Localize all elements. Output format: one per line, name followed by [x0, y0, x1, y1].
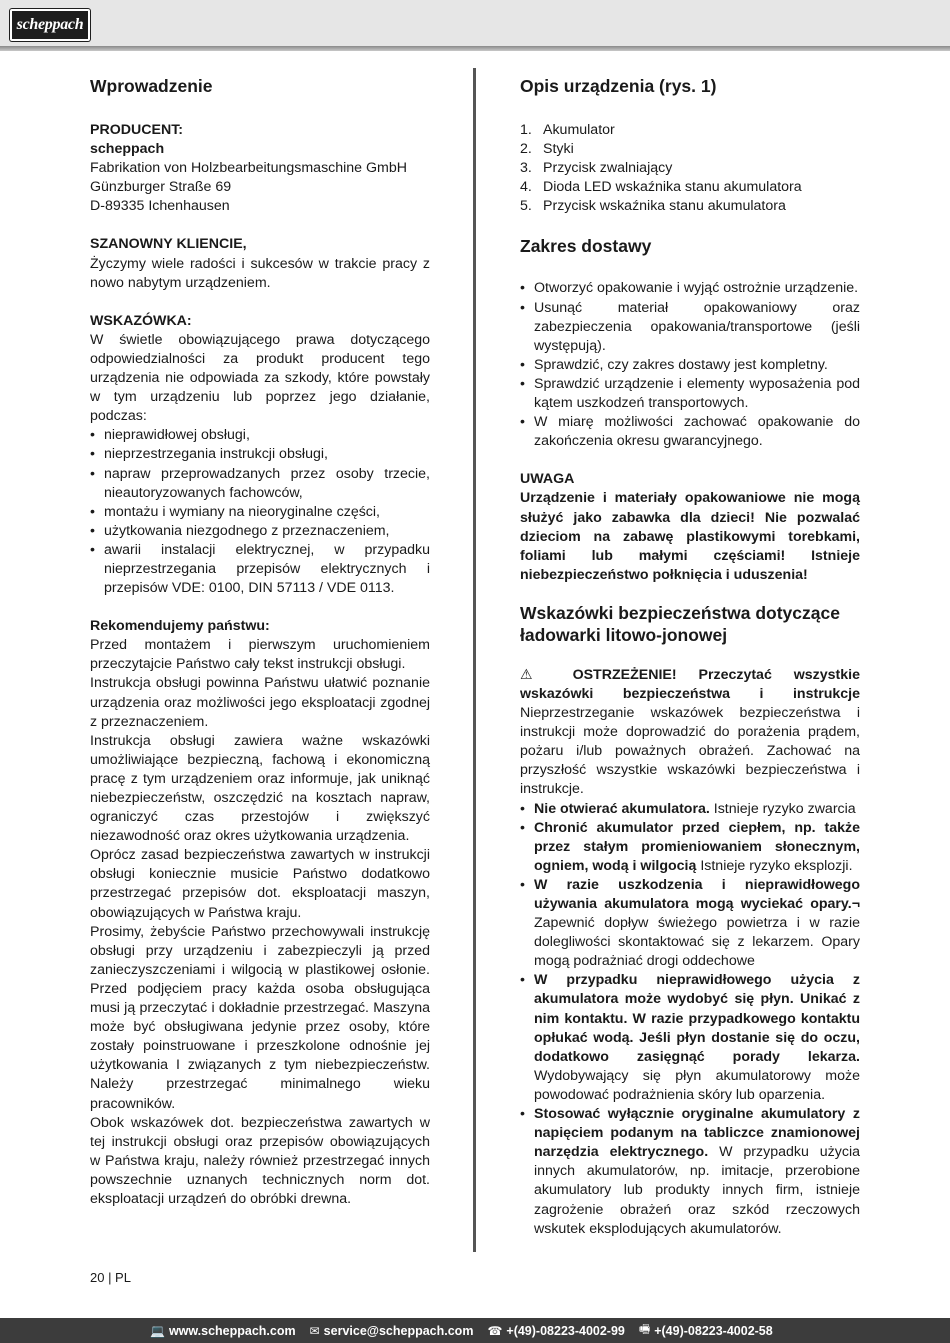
scope-list	[520, 279, 860, 451]
right-column	[520, 75, 860, 1239]
list-item: 4. Dioda LED wskaźnika stanu akumulatora	[520, 179, 802, 196]
list-item: • Chronić akumulator przed ciepłem, np. także przez stałym promieniowaniem słonecznym, ogniem, wodą i wilgocią Istnieje ryzyko eksplozji.	[520, 819, 860, 876]
list-item: 2. Styki	[520, 141, 574, 158]
warning-paragraph: ⚠ OSTRZEŻENIE! Przeczytać wszystkie wskazówki bezpieczeństwa i instrukcje Nieprzestrzeganie wskazówek bezpieczeństwa i instrukcji może doprowadzić do porażenia prądem, pożaru i/lub poważnych obrażeń. Zachować na przyszłość wszystkie wskazówki bezpieczeństwa i instrukcje.	[520, 666, 860, 798]
list-item: • awarii instalacji elektrycznej, w przypadku nieprzestrzegania przepisów elektrycznych i przepisów VDE: 0100, DIN 57113 / VDE 0113.	[90, 541, 430, 598]
list-item: • nieprzestrzegania instrukcji obsługi,	[90, 445, 430, 464]
list-item: • użytkowania niezgodnego z przeznaczeniem,	[90, 522, 430, 541]
page-header	[0, 0, 950, 46]
list-item: 5. Przycisk wskaźnika stanu akumulatora	[520, 198, 786, 215]
note-text: W świetle obowiązującego prawa dotyczącego odpowiedzialności za produkt producent tego urządzenia nie odpowiada za szkody, które powstały w tym urządzeniu lub poprzez jego działanie, podczas:	[90, 331, 430, 425]
list-item: • montażu i wymiany na nieoryginalne części,	[90, 503, 430, 522]
warning-triangle-icon: ⚠	[520, 666, 551, 683]
caution-label: UWAGA	[520, 471, 575, 488]
recommend-paragraph: Oprócz zasad bezpieczeństwa zawartych w instrukcji obsługi koniecznie musicie Państwo dodatkowo przestrzegać przepisów dot. eksploatacji maszyn, obowiązujących w Państwa kraju.	[90, 847, 430, 921]
caution-text: Urządzenie i materiały opakowaniowe nie mogą służyć jako zabawka dla dzieci! Nie pozwalać dzieciom na zabawę plastikowymi torebkami, foliami lub małymi częściami! Istnieje niebezpieczeństwo połknięcia i uduszenia!	[520, 490, 860, 583]
monitor-icon: 💻	[150, 1323, 165, 1338]
left-column	[90, 75, 430, 1209]
list-item: 3. Przycisk zwalniający	[520, 160, 673, 177]
phone-number: ☎ +(49)-08223-4002-99	[487, 1323, 625, 1338]
note-list	[90, 426, 430, 598]
list-item: • Sprawdzić, czy zakres dostawy jest kompletny.	[520, 356, 860, 375]
producer-name: scheppach	[90, 141, 165, 158]
mail-icon: ✉	[309, 1323, 320, 1338]
list-item: • W razie uszkodzenia i nieprawidłowego używania akumulatora mogą wyciekać opary.¬ Zapewnić dopływ świeżego powietrza i w razie dolegliwości skontaktować się z lekarzem. Opary mogą podrażniać drogi oddechowe	[520, 876, 860, 971]
producer-line: Günzburger Straße 69	[90, 179, 232, 196]
recommend-label: Rekomendujemy państwu:	[90, 618, 270, 635]
dear-customer-text: Życzymy wiele radości i sukcesów w trakcie pracy z nowo nabytym urządzeniem.	[90, 255, 430, 291]
page-number: 20 | PL	[90, 1270, 131, 1285]
list-item: • W miarę możliwości zachować opakowanie do zakończenia okresu gwarancyjnego.	[520, 413, 860, 451]
fax-icon: 🖷	[638, 1322, 651, 1336]
description-heading: Opis urządzenia (rys. 1)	[520, 76, 717, 96]
recommend-paragraph: Instrukcja obsługi powinna Państwu ułatwić poznanie urządzenia oraz możliwości jego eksploatacji zgodnej z przeznaczeniem.	[90, 675, 430, 730]
list-item: • Stosować wyłącznie oryginalne akumulatory z napięciem podanym na tabliczce znamionowej narzędzia elektrycznego. W przypadku użycia innych akumulatorów, np. imitacje, przerobione akumulatory lub produkty innych firm, istnieje zagrożenie obrażeń oraz szkód rzeczowych wskutek eksplodujących akumulatorów.	[520, 1105, 860, 1239]
list-item: • W przypadku nieprawidłowego użycia z akumulatora może wydobyć się płyn. Unikać z nim kontaktu. W razie przypadkowego kontaktu opłukać wodą. Jeśli płyn dostanie się do oczu, dodatkowo zasięgnąć porady lekarza. Wydobywający się płyn akumulatorowy może powodować podrażnienia skóry lub oparzenia.	[520, 971, 860, 1105]
footer-contacts	[150, 1318, 773, 1343]
intro-heading: Wprowadzenie	[90, 76, 213, 96]
scope-heading: Zakres dostawy	[520, 236, 652, 257]
safety-list	[520, 800, 860, 1239]
note-label: WSKAZÓWKA:	[90, 312, 192, 329]
list-item: • Nie otwierać akumulatora. Istnieje ryzyko zwarcia	[520, 800, 860, 819]
list-item: • napraw przeprowadzanych przez osoby trzecie, nieautoryzowanych fachowców,	[90, 465, 430, 503]
dear-customer-label: SZANOWNY KLIENCIE,	[90, 236, 247, 253]
recommend-paragraph: Prosimy, żebyście Państwo przechowywali instrukcję obsługi przy urządzeniu i zabezpieczyli ją przed zanieczyszczeniami i wilgocią w plastikowej osłonie. Przed podjęciem pracy każda osoba obsługująca musi ją przeczytać i dokładnie przestrzegać. Maszyna może być obsługiwana jedynie przez osoby, które zostały poinstruowane i przeszkolone odnośnie jej użytkowania I związanych z tym niebezpieczeństw. Należy przestrzegać minimalnego wieku pracowników.	[90, 923, 430, 1112]
list-item: 1. Akumulator	[520, 122, 615, 138]
recommend-paragraph: Instrukcja obsługi zawiera ważne wskazówki umożliwiające bezpieczną, fachową i ekonomiczną pracę z tym urządzeniem oraz informuje, jak uniknąć niebezpieczeństw, oszczędzić na kosztach napraw, ograniczyć czas przestojów i zwiększyć niezawodność oraz okres użytkowania urządzenia.	[90, 732, 430, 845]
scheppach-logo	[10, 9, 90, 41]
producer-label: PRODUCENT:	[90, 122, 184, 138]
list-item: • Sprawdzić urządzenie i elementy wyposażenia pod kątem uszkodzeń transportowych.	[520, 375, 860, 413]
header-divider	[0, 46, 950, 51]
fax-number: 🖷 +(49)-08223-4002-58	[639, 1320, 773, 1341]
email-link[interactable]: ✉ service@scheppach.com	[309, 1323, 474, 1338]
list-item: • Usunąć materiał opakowaniowy oraz zabezpieczenia opakowania/transportowe (jeśli występują).	[520, 299, 860, 356]
recommend-paragraph: Obok wskazówek dot. bezpieczeństwa zawartych w tej instrukcji obsługi oraz przepisów obowiązujących w Państwa kraju, należy również przestrzegać innych powszechnie uznanych technicznych norm dot. eksploatacji urządzeń do obróbki drewna.	[90, 1114, 430, 1207]
website-link[interactable]: 💻 www.scheppach.com	[150, 1323, 296, 1338]
recommend-paragraph: Przed montażem i pierwszym uruchomieniem przeczytajcie Państwo cały tekst instrukcji obsługi.	[90, 637, 430, 673]
list-item: • nieprawidłowej obsługi,	[90, 426, 430, 445]
producer-line: D-89335 Ichenhausen	[90, 198, 230, 215]
phone-icon: ☎	[487, 1323, 503, 1338]
logo-text: scheppach	[16, 16, 84, 33]
column-divider	[473, 68, 476, 1252]
producer-line: Fabrikation von Holzbearbeitungsmaschine GmbH	[90, 160, 408, 177]
list-item: • Otworzyć opakowanie i wyjąć ostrożnie urządzenie.	[520, 279, 860, 298]
safety-heading: Wskazówki bezpieczeństwa dotyczące ładowarki litowo-jonowej	[520, 602, 840, 645]
parts-list	[520, 121, 860, 216]
